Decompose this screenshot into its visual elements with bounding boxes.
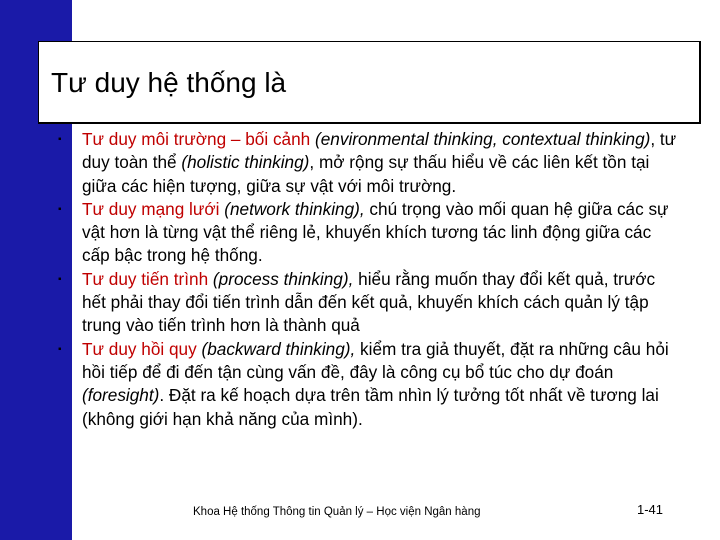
bullet-icon: ▪ <box>58 134 62 145</box>
list-item <box>58 268 678 338</box>
body-text: kiểm tra giả thuyết, đặt ra những câu hỏi hồi tiếp để đi đến tận cùng vấn đề, đây là công cụ bổ túc cho dự đoán <box>82 338 669 382</box>
body-text: hiểu rằng muốn thay đổi kết quả, trước hết phải thay đổi tiến trình dẫn đến kết quả, khuyến khích cách quản lý tập trung vào tiến trình hơn là thành quả <box>82 268 656 336</box>
term-english: (network thinking), <box>219 198 365 219</box>
list-item <box>58 128 678 198</box>
bullet-icon: ▪ <box>58 203 62 215</box>
term-english: (environmental thinking, contextual thinking) <box>310 129 651 149</box>
term-english: (foresight) <box>82 385 160 406</box>
term-english: (holistic thinking) <box>176 152 310 173</box>
bullet-icon: ▪ <box>58 343 62 355</box>
term-label: Tư duy mạng lưới <box>82 198 220 219</box>
list-item <box>58 198 678 268</box>
bullet-icon: ▪ <box>58 273 62 285</box>
term-label: Tư duy môi trường – bối cảnh <box>82 129 311 149</box>
body-text: chú trọng vào mối quan hệ giữa các sự vật hơn là từng vật thể riêng lẻ, khuyến khích tương tác linh động giữa các cấp bậc trong hệ thống. <box>82 198 669 266</box>
term-label: Tư duy tiến trình <box>82 268 209 289</box>
footer-text: Khoa Hệ thống Thông tin Quản lý – Học viện Ngân hàng <box>193 506 481 518</box>
term-english: (backward thinking), <box>196 338 356 359</box>
body-text: . Đặt ra kế hoạch dựa trên tầm nhìn lý tưởng tốt nhất về tương lai (không giới hạn khả năng của mình). <box>82 385 659 429</box>
body-text: , mở rộng sự thấu hiểu về các liên kết tồn tại giữa các hiện tượng, giữa sự vật với môi trường. <box>82 152 650 196</box>
body-text: , tư duy toàn thể <box>82 129 677 173</box>
page-number: 1-41 <box>637 502 664 517</box>
term-label: Tư duy hồi quy <box>82 338 197 359</box>
title-box <box>38 41 701 124</box>
term-english: (process thinking), <box>208 268 354 289</box>
list-item <box>58 338 678 431</box>
bullet-list <box>58 128 678 431</box>
slide-title: Tư duy hệ thống là <box>51 67 287 98</box>
